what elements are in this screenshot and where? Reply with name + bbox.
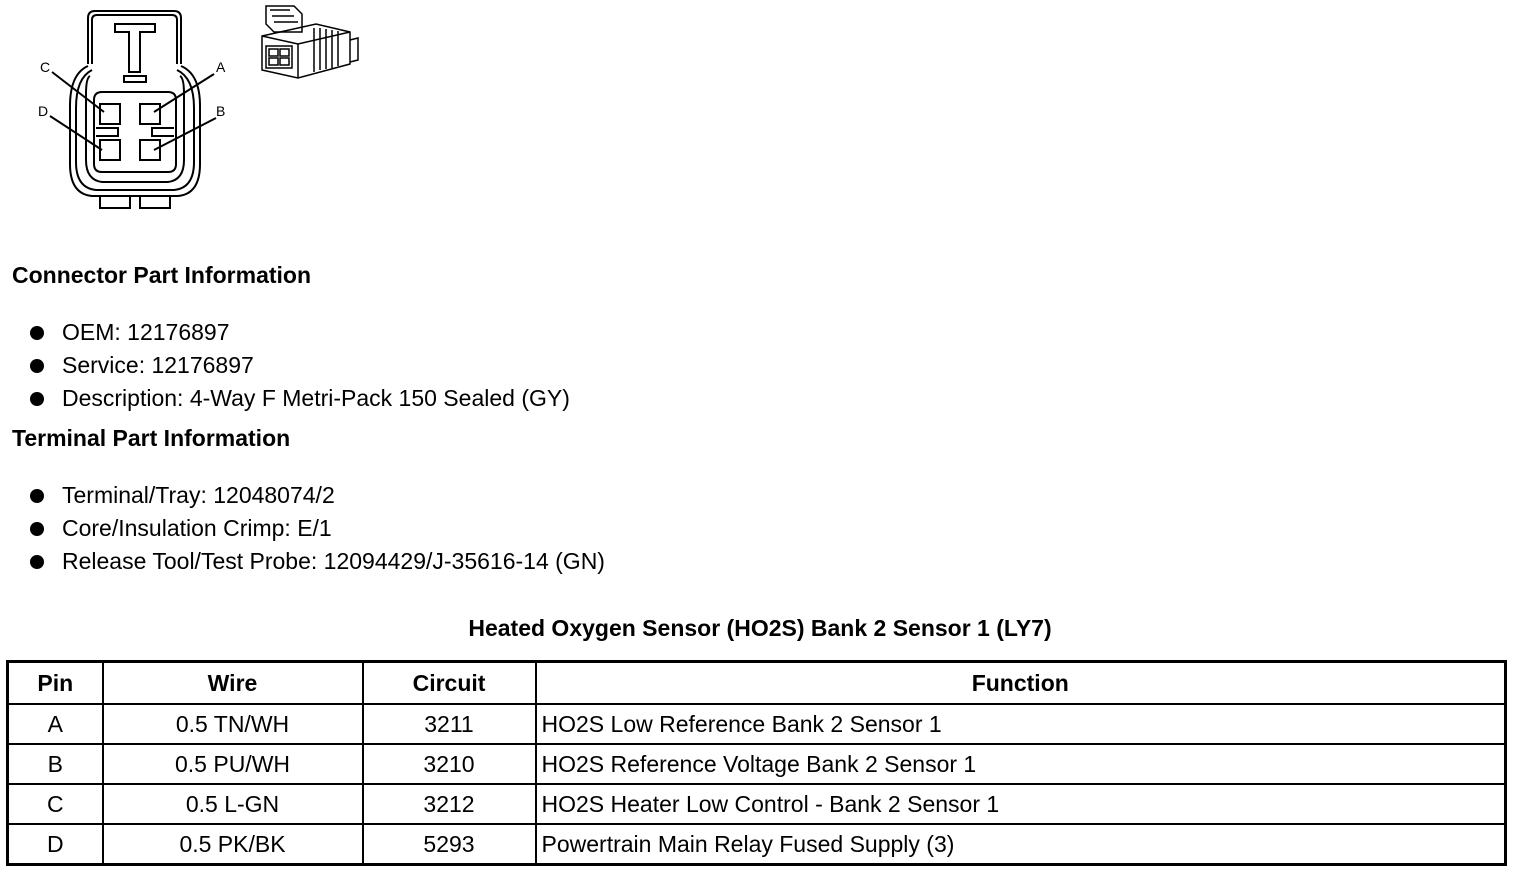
pin-table xyxy=(6,660,1507,866)
table-header-row xyxy=(8,662,1506,705)
connector-face-diagram xyxy=(30,4,226,214)
terminal-info-heading: Terminal Part Information xyxy=(12,425,291,451)
list-item: Terminal/Tray: 12048074/2 xyxy=(28,479,605,512)
pin-label-a: A xyxy=(216,59,226,75)
header-circuit: Circuit xyxy=(363,662,536,705)
cell-circuit: 3211 xyxy=(363,704,536,744)
table-title: Heated Oxygen Sensor (HO2S) Bank 2 Sensor 1 (LY7) xyxy=(468,615,1052,641)
bullet-icon xyxy=(30,522,44,536)
cell-pin: C xyxy=(8,784,103,824)
bullet-icon xyxy=(30,489,44,503)
cell-pin: A xyxy=(8,704,103,744)
pin-label-d: D xyxy=(38,103,49,119)
list-item: Service: 12176897 xyxy=(28,349,570,382)
cell-function: HO2S Low Reference Bank 2 Sensor 1 xyxy=(536,704,1506,744)
header-function: Function xyxy=(536,662,1506,705)
list-item: Description: 4-Way F Metri-Pack 150 Sealed (GY) xyxy=(28,382,570,415)
connector-info-heading: Connector Part Information xyxy=(12,262,312,288)
pin-label-c: C xyxy=(40,59,51,75)
terminal-info-list xyxy=(28,479,605,578)
connector-info-list xyxy=(28,316,570,415)
cell-circuit: 5293 xyxy=(363,824,536,865)
cell-function: HO2S Heater Low Control - Bank 2 Sensor 1 xyxy=(536,784,1506,824)
list-item: Release Tool/Test Probe: 12094429/J-35616-14 (GN) xyxy=(28,545,605,578)
cell-wire: 0.5 L-GN xyxy=(103,784,363,824)
cell-pin: B xyxy=(8,744,103,784)
cell-pin: D xyxy=(8,824,103,865)
cell-wire: 0.5 TN/WH xyxy=(103,704,363,744)
table-row xyxy=(8,744,1506,784)
cell-circuit: 3212 xyxy=(363,784,536,824)
list-item: OEM: 12176897 xyxy=(28,316,570,349)
pin-label-b: B xyxy=(216,103,226,119)
header-wire: Wire xyxy=(103,662,363,705)
table-row xyxy=(8,704,1506,744)
table-row xyxy=(8,824,1506,865)
bullet-icon xyxy=(30,359,44,373)
table-row xyxy=(8,784,1506,824)
cell-wire: 0.5 PK/BK xyxy=(103,824,363,865)
bullet-icon xyxy=(30,555,44,569)
cell-wire: 0.5 PU/WH xyxy=(103,744,363,784)
list-item: Core/Insulation Crimp: E/1 xyxy=(28,512,605,545)
cell-function: HO2S Reference Voltage Bank 2 Sensor 1 xyxy=(536,744,1506,784)
bullet-icon xyxy=(30,392,44,406)
connector-isometric-view xyxy=(254,2,364,92)
header-pin: Pin xyxy=(8,662,103,705)
bullet-icon xyxy=(30,326,44,340)
cell-function: Powertrain Main Relay Fused Supply (3) xyxy=(536,824,1506,865)
cell-circuit: 3210 xyxy=(363,744,536,784)
